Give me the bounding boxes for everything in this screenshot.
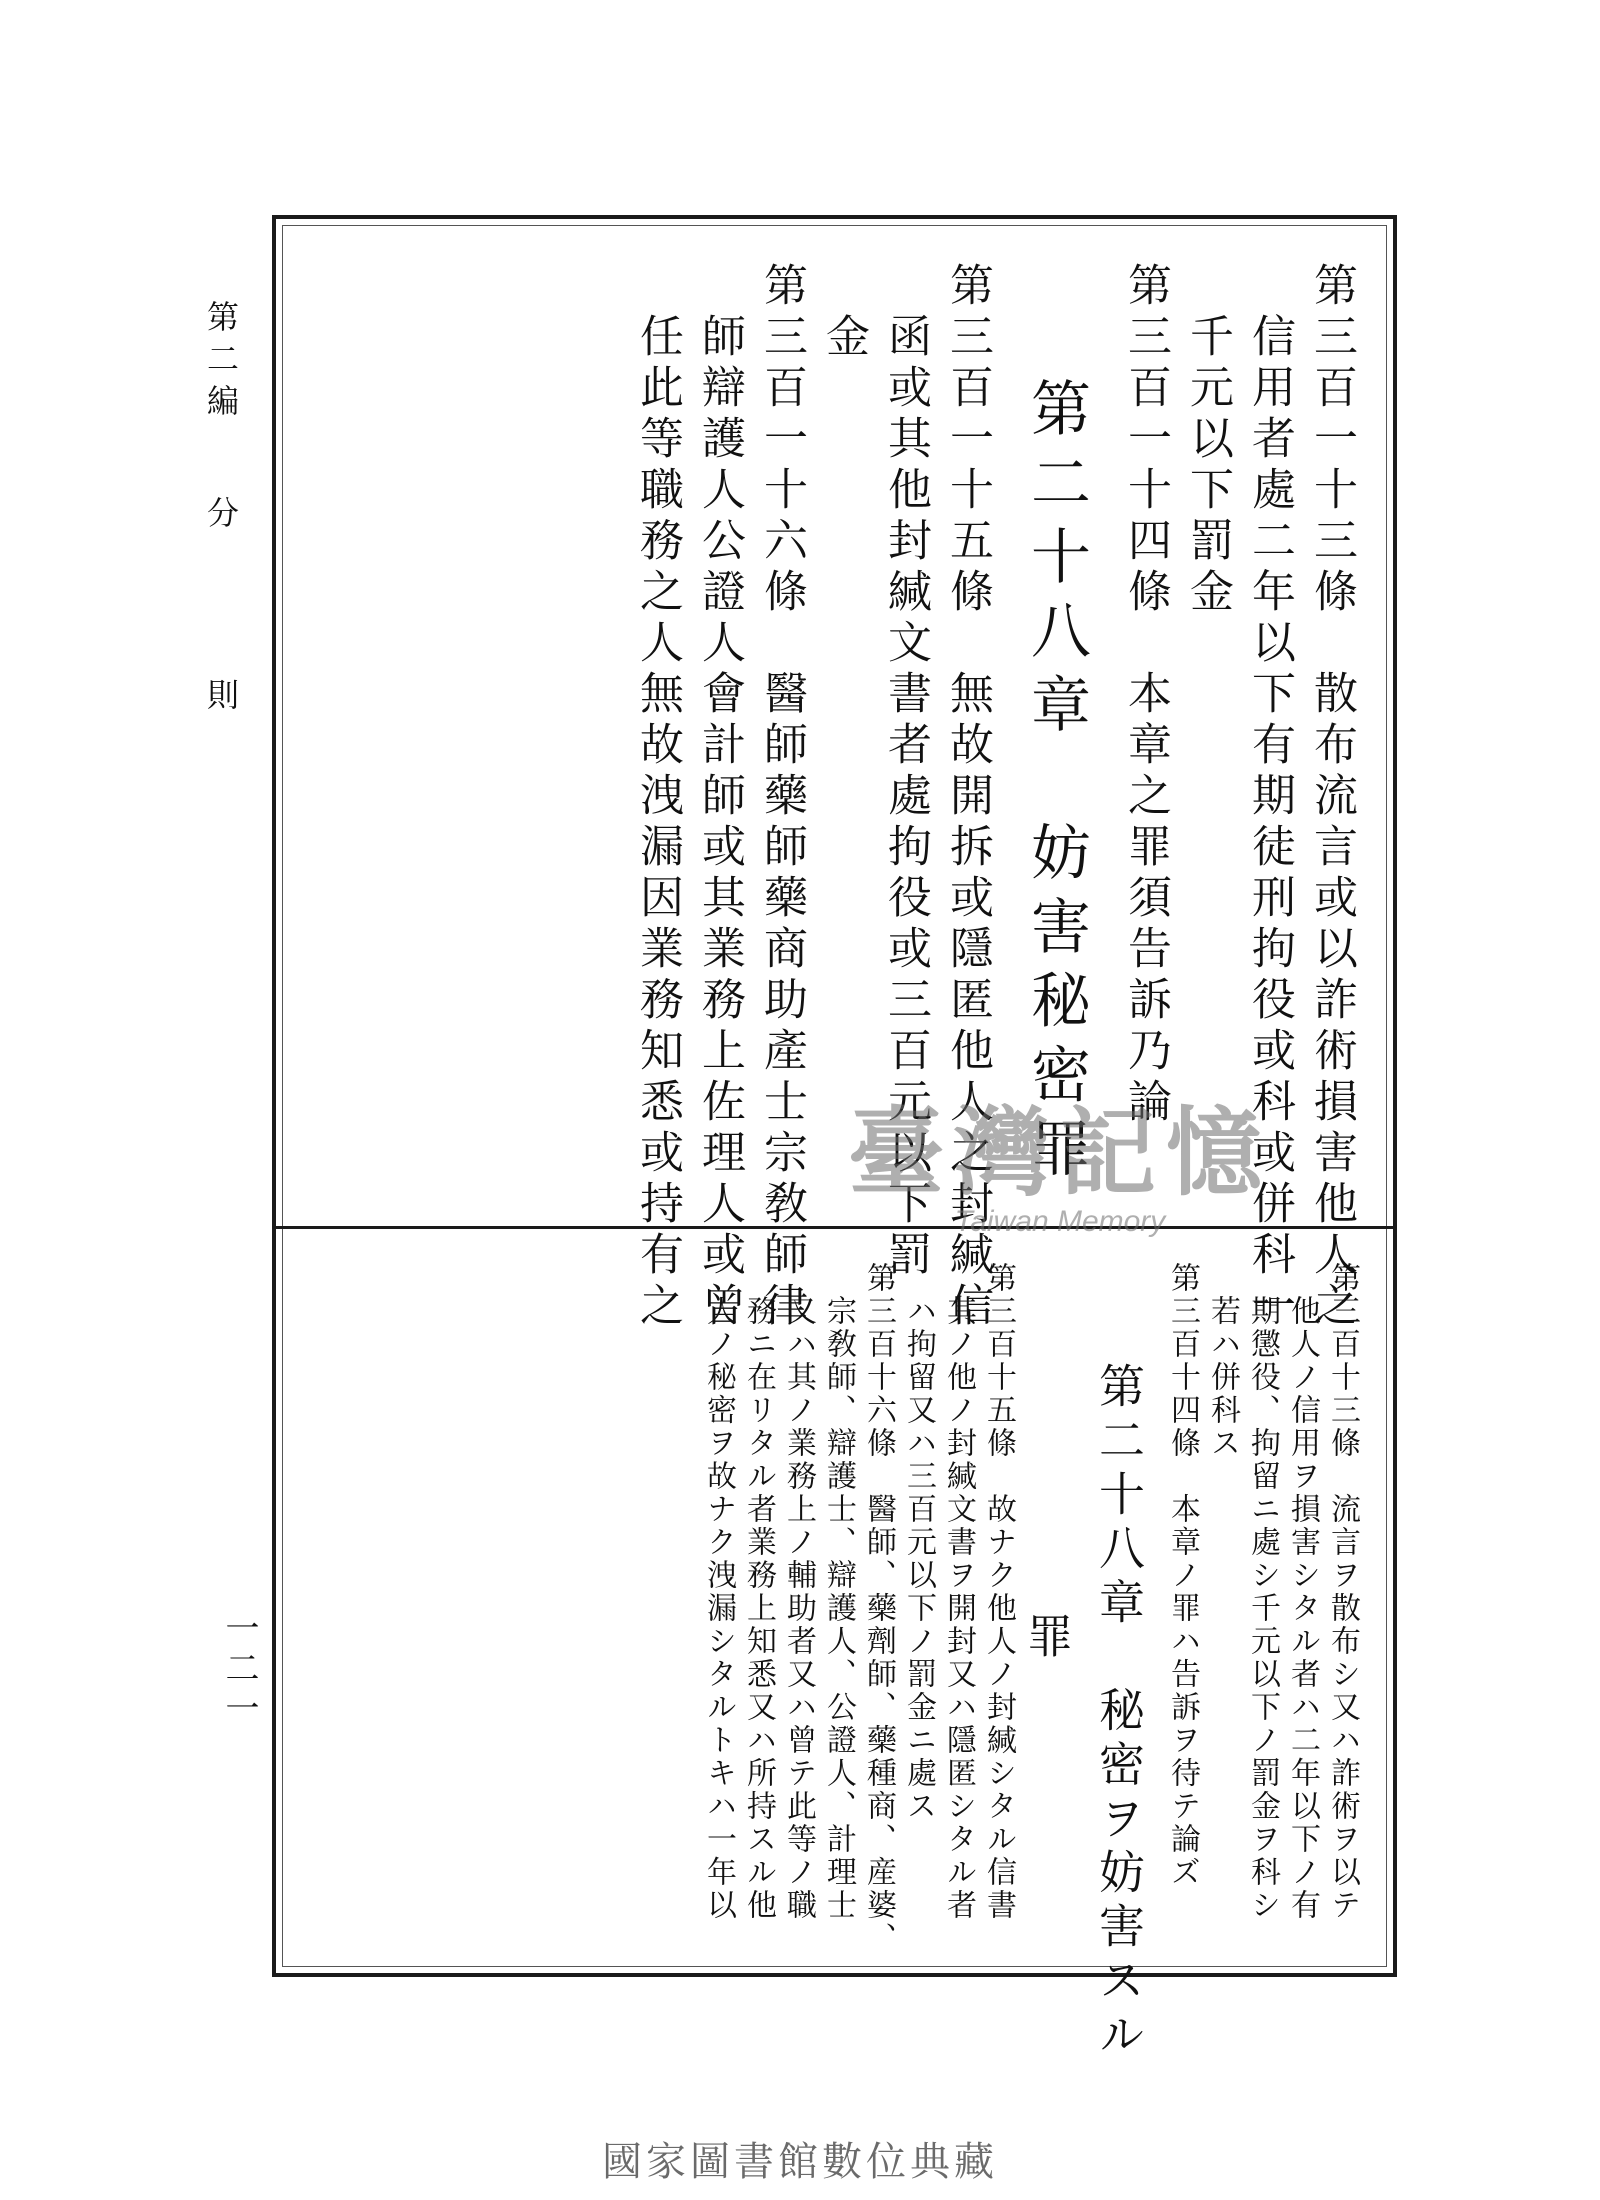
running-header <box>202 300 240 720</box>
text-column: 千元以下罰金 <box>1182 313 1233 619</box>
chapter-heading-tail: 罪 <box>1020 1612 1074 1661</box>
running-header-word-1: 分 <box>202 496 240 538</box>
japanese-text-block <box>310 1262 1362 2064</box>
text-column: 信用者處二年以下有期徒刑拘役或科或併科一 <box>1244 313 1295 1333</box>
watermark <box>830 1096 1290 1239</box>
text-column: 務ニ在リタル者業務上知悉又ハ所持スル他 <box>741 1295 776 1922</box>
text-column: 期懲役、拘留ニ處シ千元以下ノ罰金ヲ科シ <box>1245 1295 1280 1922</box>
text-column: 第三百一十四條 本章之罪須告訴乃論 <box>1120 262 1171 1129</box>
running-header-word-2: 則 <box>202 678 240 720</box>
text-column: 其ノ他ノ封緘文書ヲ開封又ハ隱匿シタル者 <box>941 1295 976 1922</box>
text-column: 任此等職務之人無故洩漏因業務知悉或持有之 <box>632 313 683 1333</box>
text-column: 又ハ其ノ業務上ノ輔助者又ハ曾テ此等ノ職 <box>781 1295 816 1922</box>
text-column: 第三百十三條 流言ヲ散布シ又ハ詐術ヲ以テ <box>1325 1262 1360 1922</box>
text-column: ハ拘留又ハ三百元以下ノ罰金ニ處ス <box>901 1295 936 1823</box>
chapter-heading: 第二十八章 秘密ヲ妨害スル <box>1092 1362 1146 2064</box>
text-column: 第三百十六條 醫師、藥劑師、藥種商、産婆、 <box>861 1262 896 1955</box>
text-column: 人ノ秘密ヲ故ナク洩漏シタルトキハ一年以 <box>701 1295 736 1922</box>
text-column: 金 <box>818 313 869 364</box>
text-column: 第三百一十六條 醫師藥師藥商助產士宗敎師律 <box>756 262 807 1333</box>
footer-credit: 國家圖書館數位典藏 <box>602 2139 998 2185</box>
text-column: 第三百一十三條 散布流言或以詐術損害他人之 <box>1306 262 1357 1333</box>
text-column: 函或其他封緘文書者處拘役或三百元以下罰 <box>880 313 931 1282</box>
text-column: 師辯護人公證人會計師或其業務上佐理人或曾 <box>694 313 745 1333</box>
text-column: 第三百一十五條 無故開拆或隱匿他人之封緘信 <box>942 262 993 1333</box>
text-column: 第三百十四條 本章ノ罪ハ告訴ヲ待テ論ズ <box>1165 1262 1200 1889</box>
text-column: 若ハ併科ス <box>1205 1295 1240 1460</box>
text-column: 第三百十五條 故ナク他人ノ封緘シタル信書 <box>981 1262 1016 1922</box>
running-header-part: 第二編 <box>202 300 240 426</box>
page-number: 一二一 <box>219 1610 259 1730</box>
chapter-heading: 第二十八章 妨害秘密罪 <box>1021 377 1091 1191</box>
watermark-subtitle: Taiwan Memory <box>954 1205 1166 1238</box>
text-column: 宗敎師、辯護士、辯護人、公證人、計理士 <box>821 1295 856 1922</box>
watermark-logo: 臺灣記憶 <box>848 1096 1272 1209</box>
text-column: 他人ノ信用ヲ損害シタル者ハ二年以下ノ有 <box>1285 1295 1320 1922</box>
